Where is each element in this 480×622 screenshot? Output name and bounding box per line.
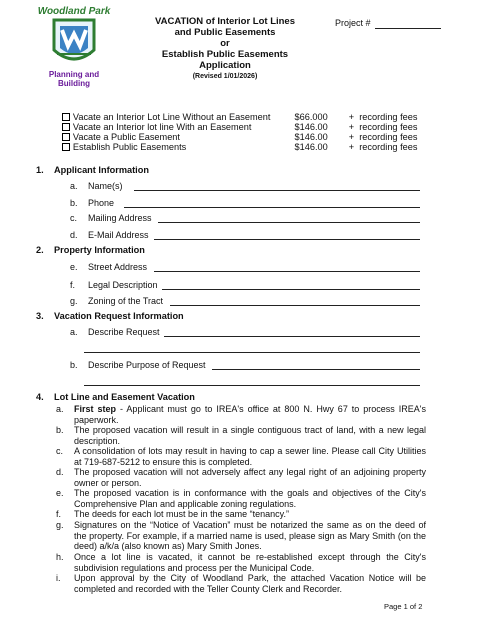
logo-emblem-icon	[24, 16, 124, 72]
fee-row	[62, 122, 422, 132]
project-number-line[interactable]	[375, 28, 441, 29]
fee-plus: +	[348, 142, 355, 152]
describe-request-label: Describe Request	[88, 327, 160, 337]
title-line-2: and Public Easements	[174, 27, 276, 38]
describe-purpose-input-line[interactable]	[212, 369, 420, 370]
section-title: Lot Line and Easement Vacation	[54, 392, 195, 402]
describe-purpose-label: Describe Purpose of Request	[88, 360, 206, 370]
fee-amount: $146.00	[294, 122, 328, 132]
page-number: Page 1 of 2	[384, 602, 423, 611]
instruction-item: b. The proposed vacation will result in a single contiguous tract of land, with a new legal description.	[56, 425, 426, 446]
name-label: Name(s)	[88, 181, 123, 191]
field-label-row: a. Name(s)	[70, 181, 123, 191]
fee-checkbox[interactable]	[62, 133, 70, 141]
section-heading: 2. Property Information	[36, 245, 145, 255]
fee-checkbox[interactable]	[62, 123, 70, 131]
describe-purpose-input-line-2[interactable]	[84, 385, 420, 386]
fee-row	[62, 132, 422, 142]
legal-description-input-line[interactable]	[162, 289, 420, 290]
fee-label: Vacate a Public Easement	[72, 132, 180, 142]
zoning-label: Zoning of the Tract	[88, 296, 164, 306]
fee-row	[62, 142, 422, 152]
project-label: Project #	[335, 18, 371, 28]
phone-label: Phone	[88, 198, 115, 208]
fee-checkbox[interactable]	[62, 113, 70, 121]
fee-plus: +	[348, 122, 355, 132]
mailing-address-input-line[interactable]	[158, 222, 420, 223]
title-line-1: VACATION of Interior Lot Lines	[154, 16, 296, 27]
fee-label: Vacate an Interior Lot Line Without an Easement	[72, 112, 271, 122]
instruction-item: d. The proposed vacation will not adversely affect any legal right of an adjoining property owner or person.	[56, 467, 426, 488]
fee-label: Establish Public Easements	[72, 142, 187, 152]
section-heading: 4. Lot Line and Easement Vacation	[36, 392, 195, 402]
instruction-item: a. First step - Applicant must go to IREA's office at 800 N. Hwy 67 to process IREA's paperwork.	[56, 404, 426, 425]
logo-name: Woodland Park	[37, 6, 111, 17]
email-label: E-Mail Address	[88, 230, 149, 240]
name-input-line[interactable]	[134, 190, 420, 191]
logo-caption: Planning and Building	[48, 70, 100, 88]
title-line-5: Application	[199, 60, 251, 71]
title-line-4: Establish Public Easements	[161, 49, 289, 60]
instruction-item: f. The deeds for each lot must be in the same “tenancy.”	[56, 509, 289, 519]
fee-amount: $66.000	[294, 112, 328, 122]
section-heading: 3. Vacation Request Information	[36, 311, 184, 321]
instruction-item: g. Signatures on the “Notice of Vacation” must be notarized the same as on the deed of the property. For example, if a married name is used, please sign as Mary Smith (on the deed) a/k/a (also known as) Mary Smith Jones.	[56, 520, 426, 551]
woodland-park-logo	[24, 6, 124, 92]
email-input-line[interactable]	[154, 239, 420, 240]
field-label-row: e. Street Address	[70, 262, 148, 272]
fee-amount: $146.00	[294, 142, 328, 152]
section-heading: 1. Applicant Information	[36, 165, 149, 175]
field-label-row: b. Phone	[70, 198, 115, 208]
revised-date: (Revised 1/01/2026)	[192, 73, 258, 80]
street-address-label: Street Address	[88, 262, 148, 272]
fee-label: Vacate an Interior lot line With an Easement	[72, 122, 252, 132]
instruction-item: i. Upon approval by the City of Woodland Park, the attached Vacation Notice will be completed and recorded with the Teller County Clerk and Recorder.	[56, 573, 426, 594]
fee-recording: recording fees	[359, 112, 418, 122]
fee-plus: +	[348, 132, 355, 142]
section-title: Vacation Request Information	[54, 311, 184, 321]
instruction-item: h. Once a lot line is vacated, it cannot be re-established except through the City's subdivision regulations and process per the Municipal Code.	[56, 552, 426, 573]
street-address-input-line[interactable]	[154, 271, 420, 272]
field-label-row: g. Zoning of the Tract	[70, 296, 164, 306]
fee-recording: recording fees	[359, 122, 418, 132]
document-title	[140, 16, 310, 82]
fee-options	[62, 112, 422, 152]
title-line-3: or	[220, 38, 230, 49]
instruction-item: c. A consolidation of lots may result in having to cap a sewer line. Please call City Utilities at 719-687-5212 to ensure this is completed.	[56, 446, 426, 467]
field-label-row: f. Legal Description	[70, 280, 158, 290]
zoning-input-line[interactable]	[170, 305, 420, 306]
field-label-row: c. Mailing Address	[70, 213, 152, 223]
mailing-address-label: Mailing Address	[88, 213, 152, 223]
fee-row	[62, 112, 422, 122]
field-label-row: d. E-Mail Address	[70, 230, 149, 240]
fee-recording: recording fees	[359, 132, 418, 142]
describe-request-input-line-2[interactable]	[84, 352, 420, 353]
fee-recording: recording fees	[359, 142, 418, 152]
fee-plus: +	[348, 112, 355, 122]
project-number-field[interactable]	[335, 18, 371, 28]
fee-amount: $146.00	[294, 132, 328, 142]
field-label-row: b. Describe Purpose of Request	[70, 360, 206, 370]
field-label-row: a. Describe Request	[70, 327, 160, 337]
section-title: Property Information	[54, 245, 145, 255]
phone-input-line[interactable]	[124, 207, 420, 208]
describe-request-input-line[interactable]	[164, 336, 420, 337]
legal-description-label: Legal Description	[88, 280, 158, 290]
section-title: Applicant Information	[54, 165, 149, 175]
instruction-item: e. The proposed vacation is in conformance with the goals and objectives of the City's Comprehensive Plan and applicable zoning regulations.	[56, 488, 426, 509]
fee-checkbox[interactable]	[62, 143, 70, 151]
